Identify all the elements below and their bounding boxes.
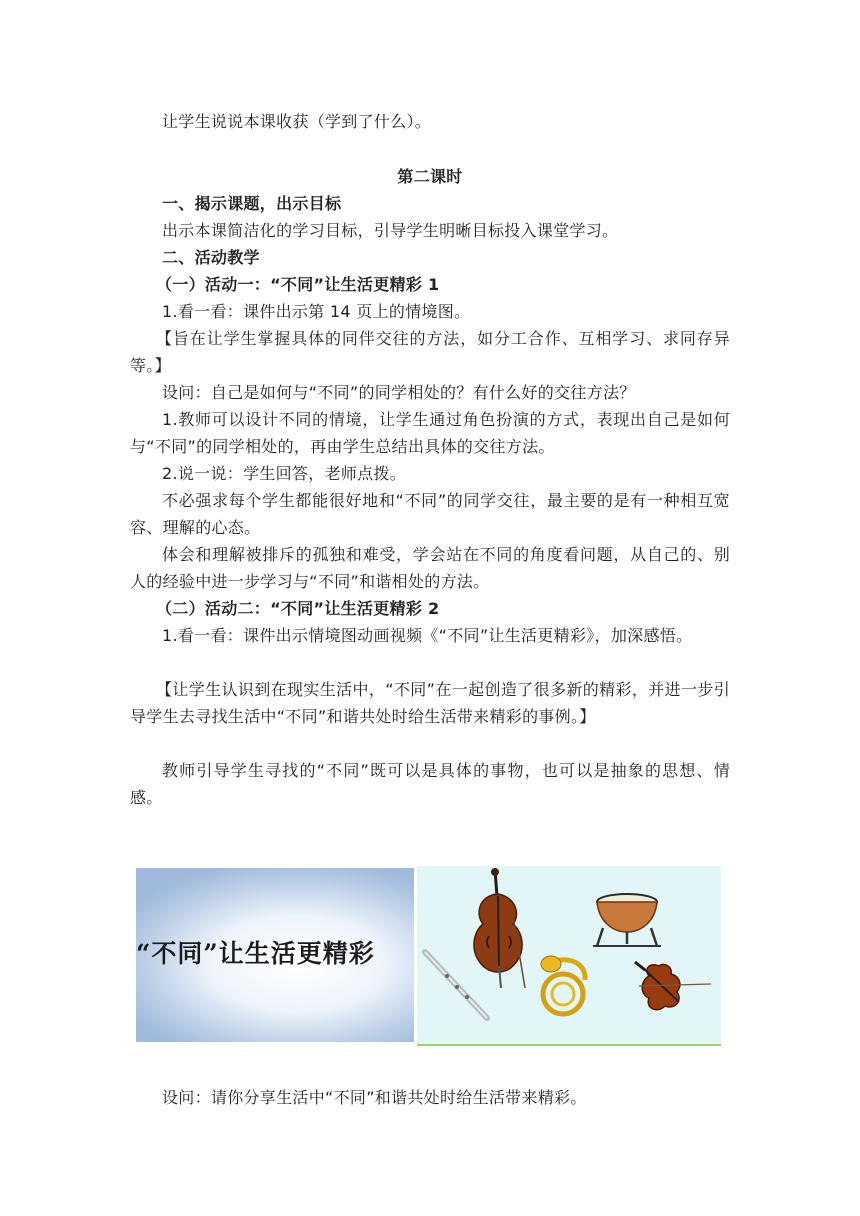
paragraph-objectives: 出示本课简洁化的学习目标，引导学生明晰目标投入课堂学习。 xyxy=(162,221,619,240)
violin-icon xyxy=(635,962,711,1010)
lesson-title: 第二课时 xyxy=(397,167,463,186)
paragraph-roleplay: 1.教师可以设计不同的情境，让学生通过角色扮演的方式，表现出自己是如何与“不同”的同学相处的，再由学生总结出具体的交往方法。 xyxy=(130,410,730,456)
paragraph-teacher-guide: 教师引导学生寻找的“不同”既可以是具体的事物，也可以是抽象的思想、情感。 xyxy=(130,761,730,807)
french-horn-icon xyxy=(541,956,585,1014)
paragraph-experience: 体会和理解被排斥的孤独和难受，学会站在不同的角度看问题，从自己的、别人的经验中进一步学习与“不同”和谐相处的方法。 xyxy=(130,545,730,591)
summary-paragraph: 让学生说说本课收获（学到了什么）。 xyxy=(162,112,432,131)
instruments-panel xyxy=(417,866,721,1046)
timpani-icon xyxy=(593,894,661,946)
activity-heading-2: （二）活动二：“不同”让生活更精彩 2 xyxy=(156,599,440,618)
paragraph-say: 2.说一说：学生回答，老师点拨。 xyxy=(162,464,407,483)
paragraph-question-2: 设问：请你分享生活中“不同”和谐共处时给生活带来精彩。 xyxy=(162,1088,587,1107)
paragraph-look-1: 1.看一看：课件出示第 14 页上的情境图。 xyxy=(162,302,471,321)
banner-title: “不同”让生活更精彩 xyxy=(136,939,375,968)
flute-icon xyxy=(425,952,487,1018)
paragraph-question-1: 设问：自己是如何与“不同”的同学相处的？有什么好的交往方法？ xyxy=(162,383,636,402)
lesson-figure xyxy=(136,866,721,1046)
activity-heading-1: （一）活动一：“不同”让生活更精彩 1 xyxy=(156,275,440,294)
paragraph-tolerance: 不必强求每个学生都能很好地和“不同”的同学交往，最主要的是有一种相互宽容、理解的心态。 xyxy=(130,491,730,537)
paragraph-aim-1: 【旨在让学生掌握具体的同伴交往的方法，如分工合作、互相学习、求同存异等。】 xyxy=(130,329,730,375)
section-heading-2: 二、活动教学 xyxy=(162,248,260,267)
section-heading-1: 一、揭示课题，出示目标 xyxy=(162,194,342,213)
instruments-illustration xyxy=(417,866,721,1044)
paragraph-aim-2: 【让学生认识到在现实生活中，“不同”在一起创造了很多新的精彩，并进一步引导学生去寻找生活中“不同”和谐共处时给生活带来精彩的事例。】 xyxy=(130,680,730,726)
cello-icon xyxy=(474,868,525,988)
paragraph-look-2: 1.看一看：课件出示情境图动画视频《“不同”让生活更精彩》，加深感悟。 xyxy=(162,626,693,645)
banner-panel xyxy=(136,868,414,1042)
